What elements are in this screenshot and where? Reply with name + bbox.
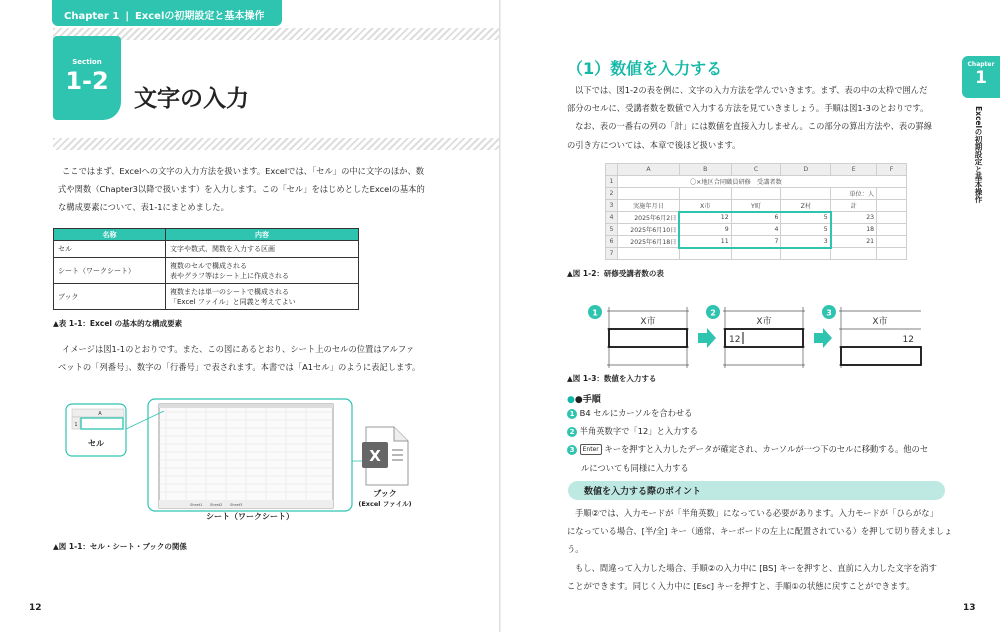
section-number: 1-2 [65, 67, 109, 95]
figure-caption: ▲図 1-2：研修受講者数の表 [567, 269, 664, 278]
step-badge: 3 [826, 308, 832, 318]
figure-caption: ▲図 1-1：セル・シート・ブックの関係 [53, 542, 187, 551]
side-chapter-title: Excelの初期設定と基本操作 [974, 106, 983, 204]
table-header: 内容 [166, 229, 359, 241]
left-page [0, 0, 499, 632]
sheet-label: シート（ワークシート） [206, 512, 294, 521]
intro-text: ここではまず、Excelへの文字の入力方法を扱います。Excelでは、「セル」の中に文字のほか、数 式や関数（Chapter3以降で扱います）を入力します。この「セル」をはじめとしたExcelの基本的 な構成要素について、表1-1にまとめました。 [58, 166, 425, 213]
para-2: イメージは図1-1のとおりです。また、この図にあるとおり、シート上のセルの位置はアルファ ベットの「列番号」、数字の「行番号」で表されます。本書では「A1セル」のように表記します。 [58, 344, 421, 373]
table-row: 4 2025年6月2日 12 6 5 23 [606, 212, 907, 224]
page-number: 13 [963, 603, 976, 613]
enter-key-icon: Enter [580, 444, 602, 455]
chapter-title: Excelの初期設定と基本操作 [134, 11, 265, 22]
step-badge: 1 [592, 308, 598, 318]
step-badge: 2 [710, 308, 716, 318]
table-row: 5 2025年6月10日 9 4 5 18 [606, 224, 907, 236]
subsection-heading: （1）数値を入力する [567, 59, 723, 78]
point-box-title: 数値を入力する際のポイント [568, 481, 945, 500]
procedure-title: ●●手順 [567, 395, 601, 405]
list-item: 2 半角英数字で「12」と入力する [567, 422, 928, 440]
col-label: X市 [640, 317, 656, 327]
hatch-divider [53, 138, 499, 150]
table-row: 6 2025年6月18日 11 7 3 21 [606, 236, 907, 248]
components-table [53, 228, 359, 310]
cell-label: セル [88, 439, 104, 448]
chapter-label: Chapter 1 [64, 11, 120, 22]
section-label: Section [72, 58, 102, 66]
sheet-tab: Sheet3 [230, 503, 243, 507]
chapter-tab: Chapter 1 | Excelの初期設定と基本操作 [52, 0, 282, 26]
figure-caption: ▲図 1-3：数値を入力する [567, 374, 657, 383]
typed-value: 12 [729, 335, 741, 345]
result-value: 12 [902, 335, 914, 345]
excel-icon-letter: X [369, 447, 381, 465]
table-title: 〇×地区合同職員研修 受講者数 [617, 176, 906, 188]
table-row: セル 文字や数式、関数を入力する区画 [54, 241, 359, 258]
spreadsheet-figure: A B C D E F 1 〇×地区合同職員研修 受講者数 2 単位：人 3 実施年月日 X市 Y町 Z村 計 4 2025年6月2日 12 6 5 23 5 2025年6月10日 9 4 5 18 6 2025年6月18日 11 7 3 21 7 [605, 163, 907, 260]
point-text: 手順②では、入力モードが「半角英数」になっている必要があります。入力モードが「ひらがな」 になっている場合、[半/全] キー（通常、キーボードの左上に配置されている）を押して切り替えましょ う。 もし、間違って入力した場合、手順②の入力中に [BS] キーを押すと、直前に入力した文字を消す ことができます。同じく入力中に [Esc] キーを押すと、手順①の状態に戻すことができます。 [567, 508, 953, 591]
sheet-tab: Sheet2 [210, 503, 223, 507]
col-label: X市 [756, 317, 772, 327]
procedure-steps: 1 B4 セルにカーソルを合わせる 2 半角英数字で「12」と入力する 3 Enter キーを押すと入力したデータが確定され、カーソルが一つ下のセルに移動する。他のセ ルについても同様に入力する [567, 404, 928, 477]
list-item: 1 B4 セルにカーソルを合わせる [567, 404, 928, 422]
page-number: 12 [29, 603, 42, 613]
figure-1-1 [60, 395, 430, 530]
col-label: X市 [872, 317, 888, 327]
book-label: ブック [373, 489, 397, 498]
para-1: 以下では、図1-2の表を例に、文字の入力方法を学んでいきます。まず、表の中の太枠で囲んだ 部分のセルに、受講者数を数値で入力する方法を見ていきましょう。手順は図1-3のとおりです。 なお、表の一番右の列の「計」には数値を直接入力しません。この部分の算出方法や、表の罫線 の引き方については、本章で後ほど扱います。 [567, 85, 933, 150]
cell-row-label: 1 [74, 422, 78, 428]
side-chapter-tab: Chapter 1 [962, 56, 1000, 98]
cell-col-label: A [98, 411, 102, 417]
table-row: シート（ワークシート） 複数のセルで構成される 表やグラフ等はシート上に作成される [54, 258, 359, 284]
sheet-tab: Sheet1 [190, 503, 203, 507]
table-caption: ▲表 1-1：Excel の基本的な構成要素 [53, 319, 183, 328]
list-item: 3 Enter キーを押すと入力したデータが確定され、カーソルが一つ下のセルに移動する。他のセ [567, 440, 928, 458]
section-badge [53, 36, 121, 120]
table-header: 名称 [54, 229, 166, 241]
figure-1-3 [585, 302, 925, 368]
section-title: 文字の入力 [134, 86, 249, 112]
unit-label: 単位：人 [831, 188, 877, 200]
book-sublabel: (Excel ファイル) [358, 500, 412, 508]
table-row: ブック 複数または単一のシートで構成される 「Excel ファイル」と同義と考えてよい [54, 284, 359, 310]
